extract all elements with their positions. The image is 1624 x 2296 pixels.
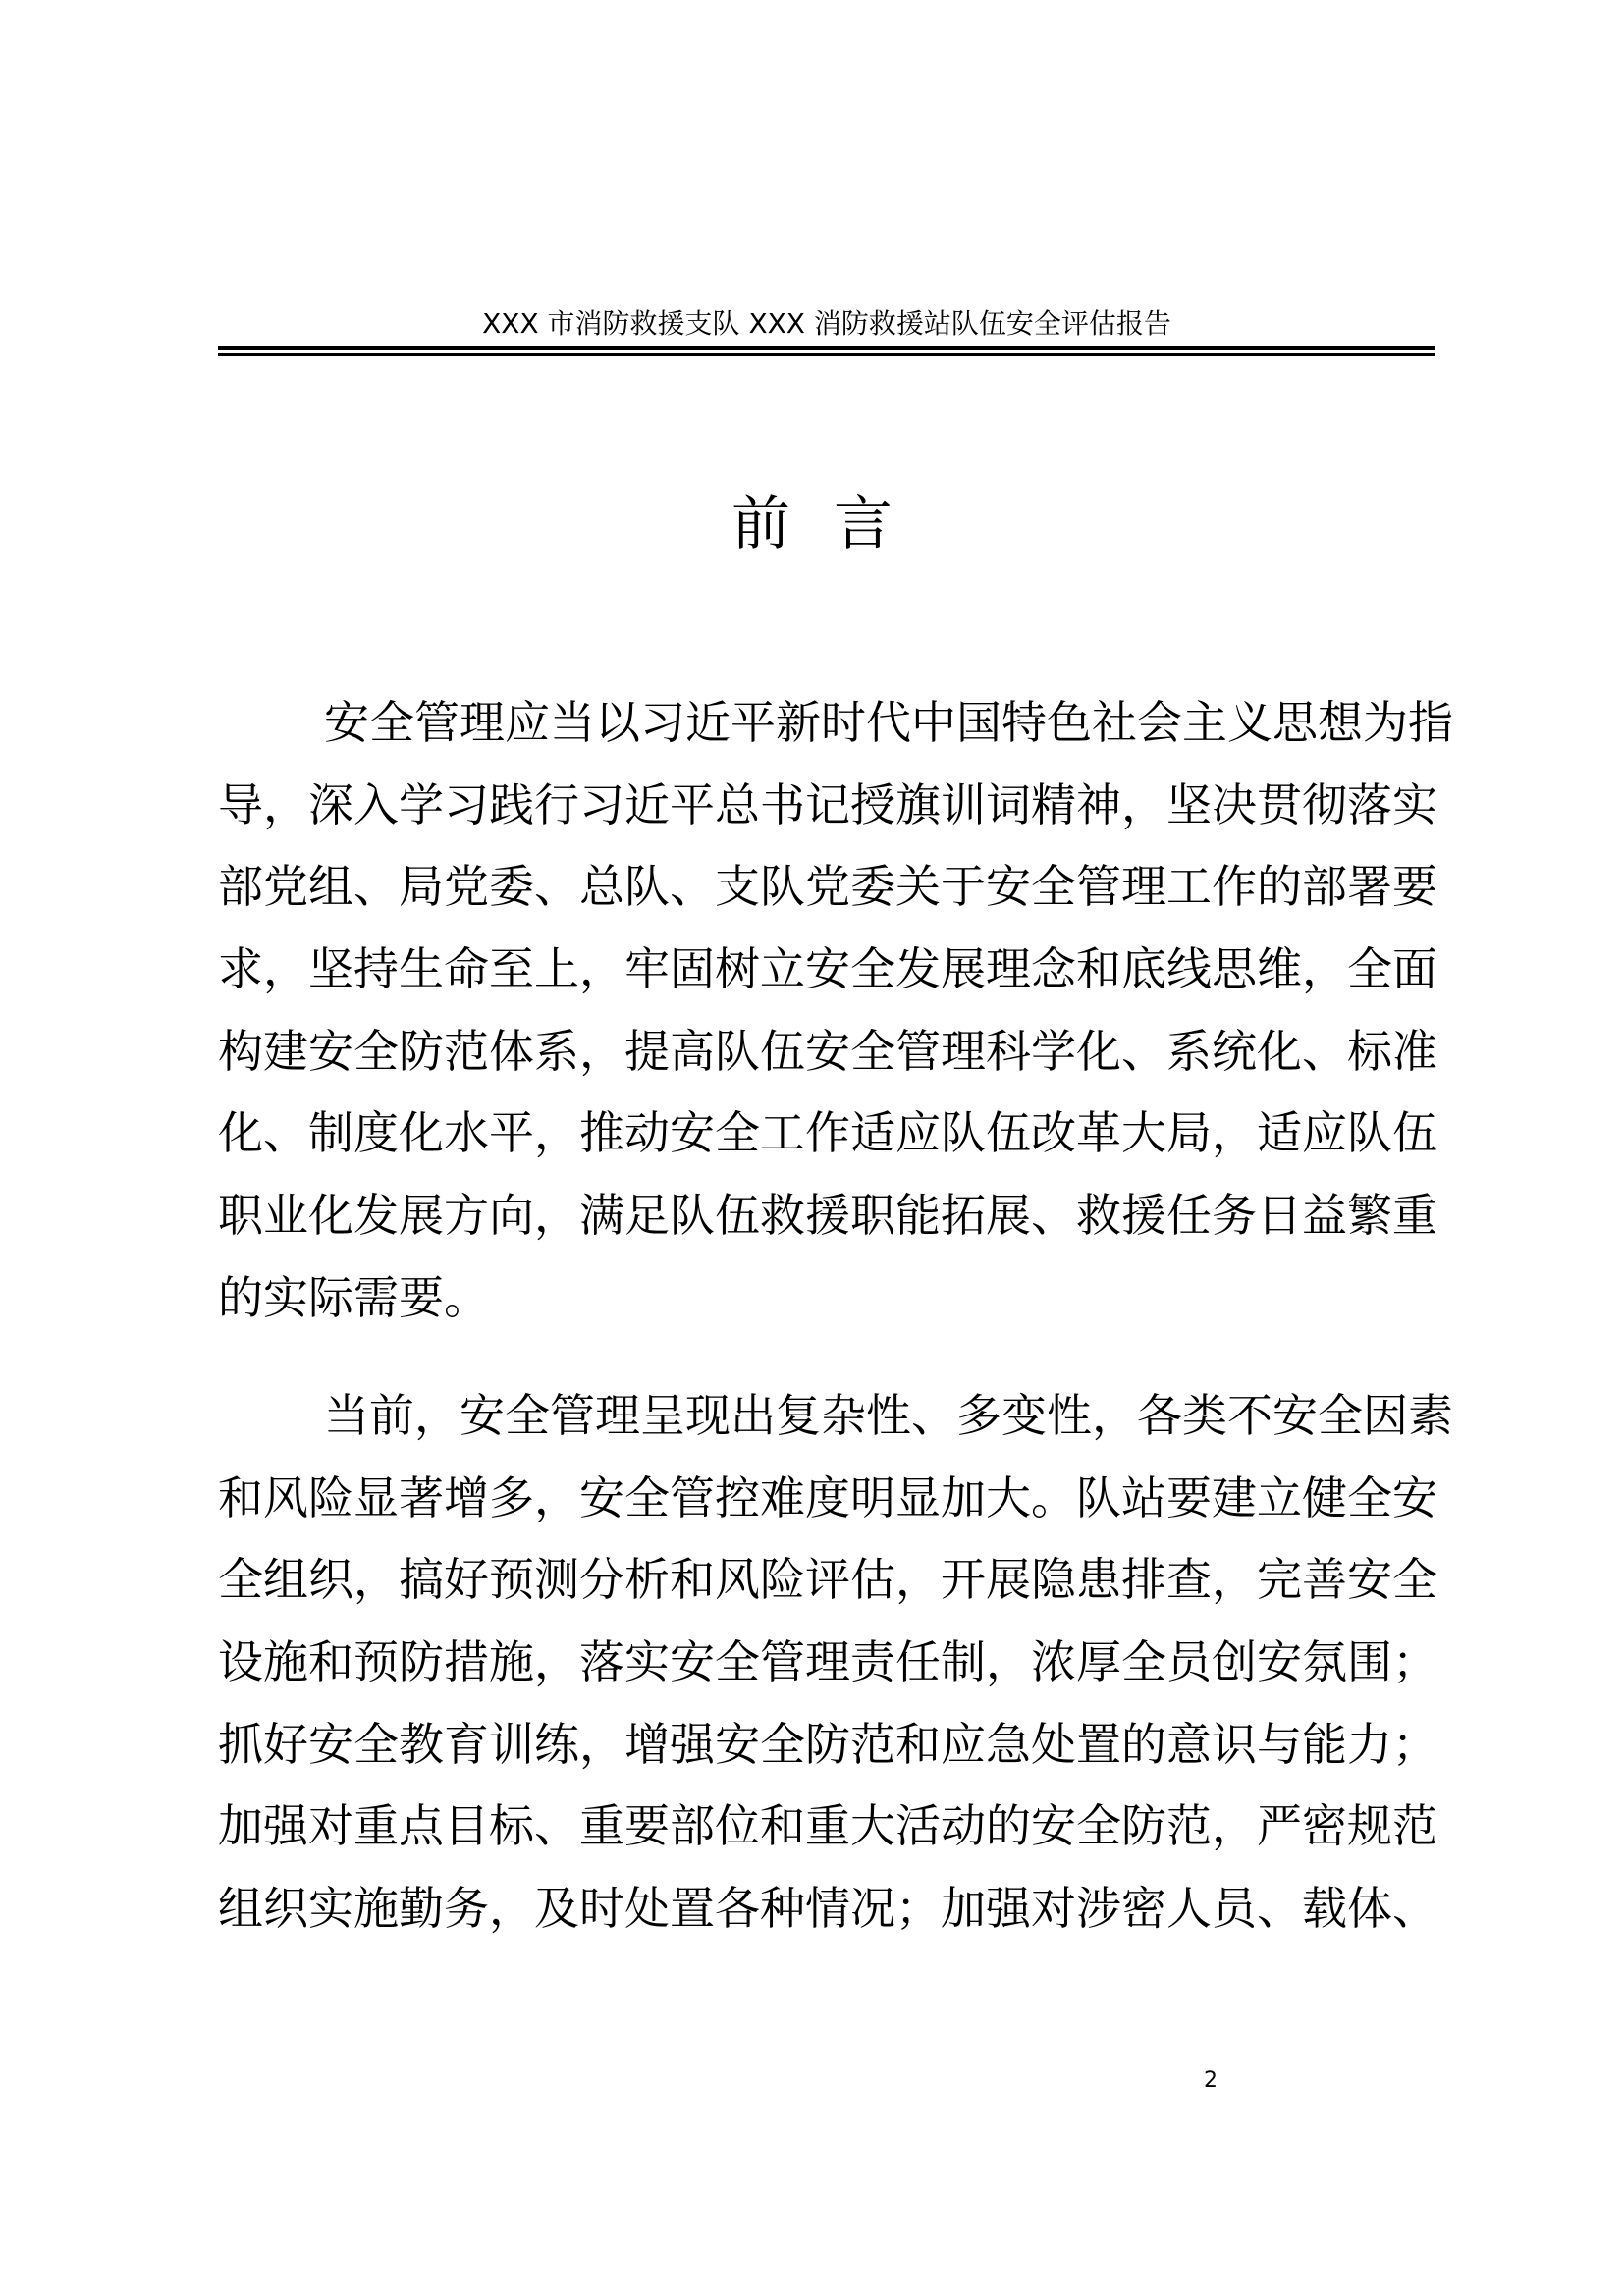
- text-line: 设施和预防措施，落实安全管理责任制，浓厚全员创安氛围；: [218, 1635, 1437, 1689]
- text-line: 当前，安全管理呈现出复杂性、多变性，各类不安全因素: [324, 1389, 1453, 1442]
- title-char: 前: [731, 490, 790, 559]
- text-line: 安全管理应当以习近平新时代中国特色社会主义思想为指: [324, 696, 1453, 749]
- page-title: [0, 489, 1624, 560]
- text-line: 全组织，搞好预测分析和风险评估，开展隐患排查，完善安全: [218, 1553, 1437, 1607]
- text-line: 化、制度化水平，推动安全工作适应队伍改革大局，适应队伍: [218, 1106, 1437, 1160]
- header-rule-thick: [218, 346, 1435, 350]
- page-number: 2: [1204, 2068, 1218, 2093]
- text-line: 求，坚持生命至上，牢固树立安全发展理念和底线思维，全面: [218, 942, 1437, 996]
- text-line: 部党组、局党委、总队、支队党委关于安全管理工作的部署要: [218, 860, 1437, 914]
- title-char: 言: [834, 490, 893, 559]
- text-line: 构建安全防范体系，提高队伍安全管理科学化、系统化、标准: [218, 1024, 1437, 1078]
- running-header: XXX 市消防救援支队 XXX 消防救援站队伍安全评估报告: [482, 307, 1171, 340]
- text-line: 职业化发展方向，满足队伍救援职能拓展、救援任务日益繁重: [218, 1189, 1437, 1243]
- text-line: 和风险显著增多，安全管控难度明显加大。队站要建立健全安: [218, 1470, 1437, 1524]
- text-line: 导，深入学习践行习近平总书记授旗训词精神，坚决贯彻落实: [218, 777, 1437, 831]
- text-line: 加强对重点目标、重要部位和重大活动的安全防范，严密规范: [218, 1799, 1437, 1853]
- paragraph-1: [218, 682, 1453, 1340]
- header-rule-thin: [218, 353, 1435, 356]
- text-line: 的实际需要。: [218, 1270, 489, 1324]
- paragraph-2: [218, 1375, 1453, 1950]
- text-line: 抓好安全教育训练，增强安全防范和应急处置的意识与能力；: [218, 1717, 1437, 1771]
- text-line: 组织实施勤务，及时处置各种情况；加强对涉密人员、载体、: [218, 1882, 1437, 1936]
